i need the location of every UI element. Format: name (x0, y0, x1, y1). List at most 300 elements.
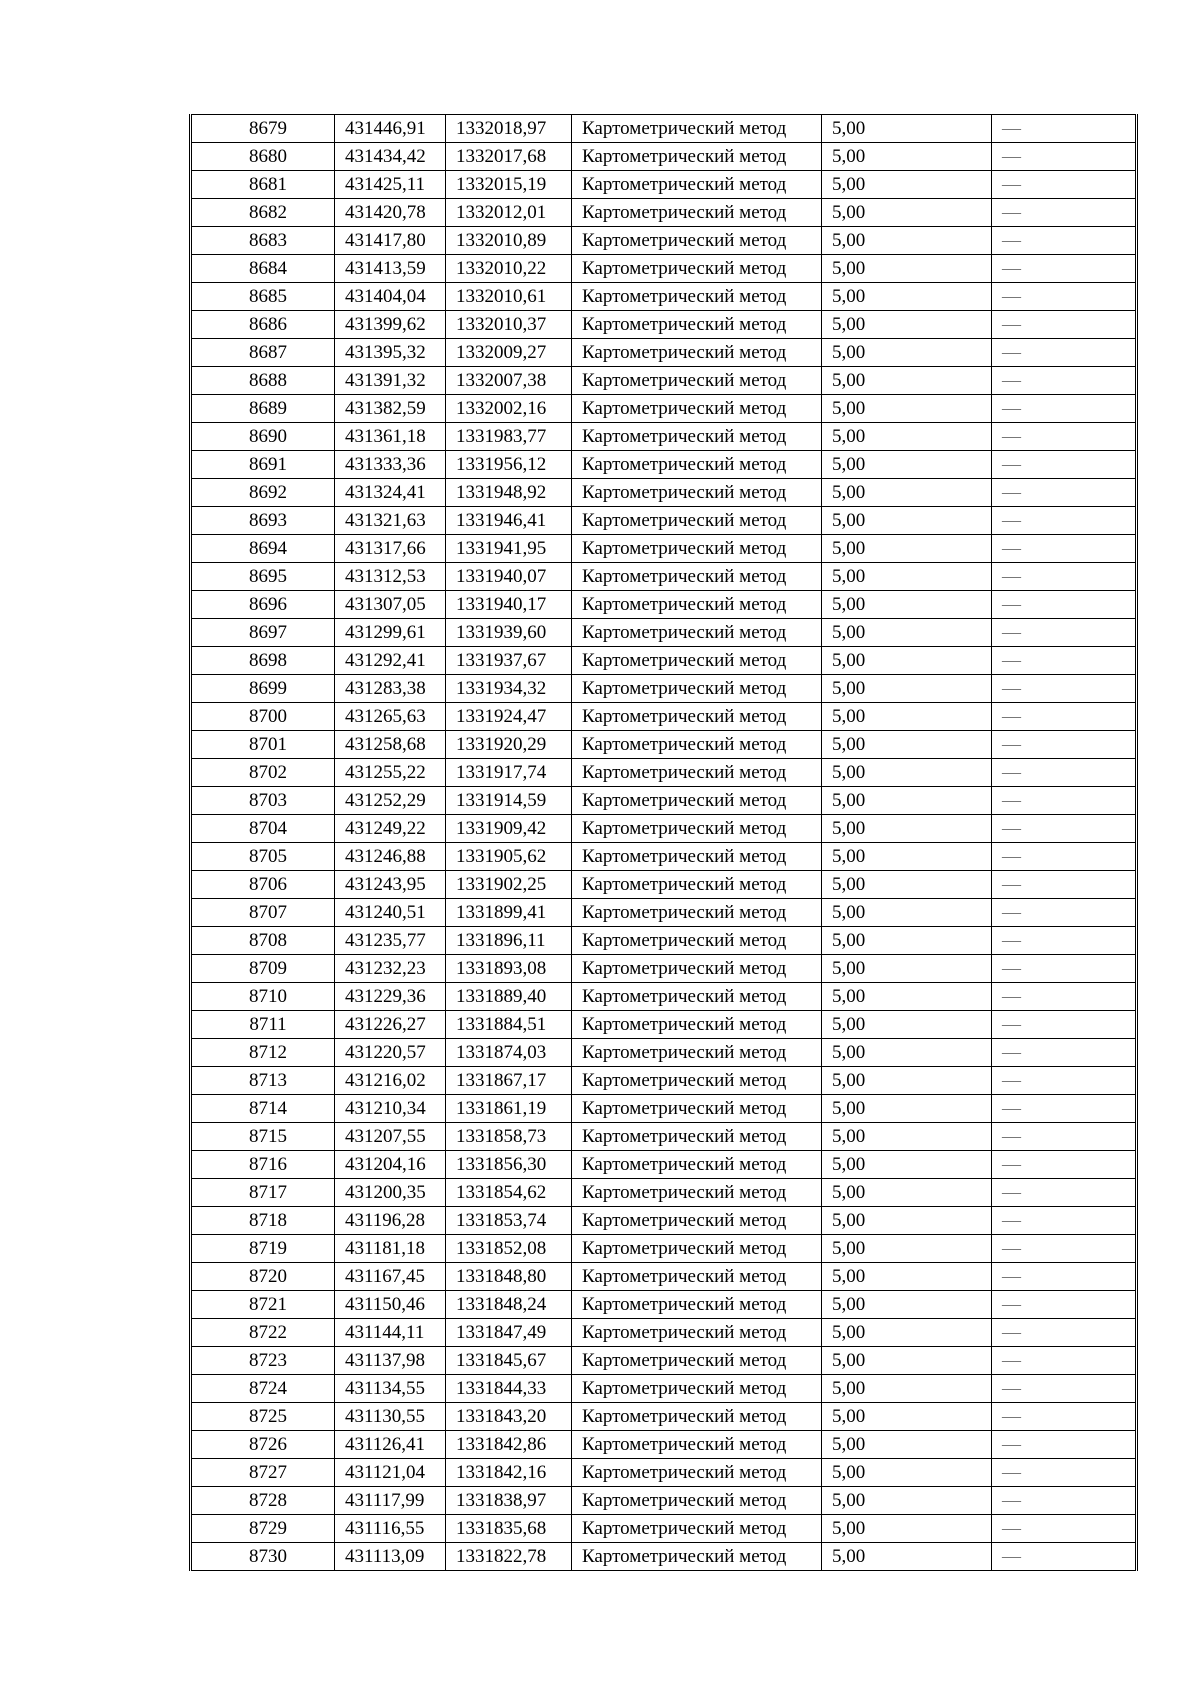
accuracy-cell: 5,00 (822, 1515, 992, 1543)
y-coordinate-cell: 1331835,68 (446, 1515, 572, 1543)
accuracy-cell: 5,00 (822, 1039, 992, 1067)
accuracy-cell: 5,00 (822, 1123, 992, 1151)
accuracy-cell: 5,00 (822, 507, 992, 535)
method-cell: Картометрический метод (572, 843, 822, 871)
x-coordinate-cell: 431216,02 (335, 1067, 446, 1095)
y-coordinate-cell: 1331893,08 (446, 955, 572, 983)
x-coordinate-cell: 431395,32 (335, 339, 446, 367)
point-number-cell: 8710 (191, 983, 335, 1011)
table-row (191, 1039, 1137, 1067)
point-number-cell: 8725 (191, 1403, 335, 1431)
y-coordinate-cell: 1332009,27 (446, 339, 572, 367)
accuracy-cell: 5,00 (822, 703, 992, 731)
method-cell: Картометрический метод (572, 1179, 822, 1207)
note-cell: — (992, 311, 1137, 339)
x-coordinate-cell: 431446,91 (335, 115, 446, 143)
accuracy-cell: 5,00 (822, 1347, 992, 1375)
method-cell: Картометрический метод (572, 1039, 822, 1067)
table-row (191, 871, 1137, 899)
x-coordinate-cell: 431258,68 (335, 731, 446, 759)
method-cell: Картометрический метод (572, 1011, 822, 1039)
table-row (191, 1431, 1137, 1459)
point-number-cell: 8694 (191, 535, 335, 563)
method-cell: Картометрический метод (572, 367, 822, 395)
table-row (191, 171, 1137, 199)
accuracy-cell: 5,00 (822, 311, 992, 339)
table-row (191, 1459, 1137, 1487)
x-coordinate-cell: 431413,59 (335, 255, 446, 283)
accuracy-cell: 5,00 (822, 591, 992, 619)
y-coordinate-cell: 1331822,78 (446, 1543, 572, 1571)
accuracy-cell: 5,00 (822, 647, 992, 675)
y-coordinate-cell: 1332002,16 (446, 395, 572, 423)
note-cell: — (992, 283, 1137, 311)
y-coordinate-cell: 1331917,74 (446, 759, 572, 787)
note-cell: — (992, 1263, 1137, 1291)
method-cell: Картометрический метод (572, 815, 822, 843)
note-cell: — (992, 1151, 1137, 1179)
note-cell: — (992, 731, 1137, 759)
point-number-cell: 8715 (191, 1123, 335, 1151)
table-row (191, 1543, 1137, 1571)
table-row (191, 507, 1137, 535)
accuracy-cell: 5,00 (822, 143, 992, 171)
table-row (191, 1375, 1137, 1403)
note-cell: — (992, 115, 1137, 143)
method-cell: Картометрический метод (572, 283, 822, 311)
accuracy-cell: 5,00 (822, 1431, 992, 1459)
x-coordinate-cell: 431144,11 (335, 1319, 446, 1347)
table-row (191, 1291, 1137, 1319)
x-coordinate-cell: 431317,66 (335, 535, 446, 563)
x-coordinate-cell: 431333,36 (335, 451, 446, 479)
point-number-cell: 8709 (191, 955, 335, 983)
table-row (191, 731, 1137, 759)
y-coordinate-cell: 1331867,17 (446, 1067, 572, 1095)
note-cell: — (992, 199, 1137, 227)
note-cell: — (992, 843, 1137, 871)
accuracy-cell: 5,00 (822, 1291, 992, 1319)
accuracy-cell: 5,00 (822, 675, 992, 703)
accuracy-cell: 5,00 (822, 227, 992, 255)
x-coordinate-cell: 431226,27 (335, 1011, 446, 1039)
y-coordinate-cell: 1331856,30 (446, 1151, 572, 1179)
point-number-cell: 8699 (191, 675, 335, 703)
table-row (191, 115, 1137, 143)
note-cell: — (992, 1011, 1137, 1039)
note-cell: — (992, 871, 1137, 899)
y-coordinate-cell: 1332017,68 (446, 143, 572, 171)
method-cell: Картометрический метод (572, 1375, 822, 1403)
point-number-cell: 8716 (191, 1151, 335, 1179)
point-number-cell: 8708 (191, 927, 335, 955)
accuracy-cell: 5,00 (822, 1319, 992, 1347)
note-cell: — (992, 1515, 1137, 1543)
accuracy-cell: 5,00 (822, 171, 992, 199)
x-coordinate-cell: 431116,55 (335, 1515, 446, 1543)
table-row (191, 759, 1137, 787)
method-cell: Картометрический метод (572, 1431, 822, 1459)
note-cell: — (992, 535, 1137, 563)
point-number-cell: 8690 (191, 423, 335, 451)
table-row (191, 675, 1137, 703)
method-cell: Картометрический метод (572, 311, 822, 339)
x-coordinate-cell: 431167,45 (335, 1263, 446, 1291)
point-number-cell: 8697 (191, 619, 335, 647)
table-row (191, 1319, 1137, 1347)
point-number-cell: 8693 (191, 507, 335, 535)
note-cell: — (992, 563, 1137, 591)
accuracy-cell: 5,00 (822, 423, 992, 451)
x-coordinate-cell: 431121,04 (335, 1459, 446, 1487)
x-coordinate-cell: 431283,38 (335, 675, 446, 703)
x-coordinate-cell: 431324,41 (335, 479, 446, 507)
method-cell: Картометрический метод (572, 1207, 822, 1235)
point-number-cell: 8688 (191, 367, 335, 395)
y-coordinate-cell: 1332010,61 (446, 283, 572, 311)
method-cell: Картометрический метод (572, 1543, 822, 1571)
table-row (191, 1151, 1137, 1179)
table-row (191, 423, 1137, 451)
table-row (191, 591, 1137, 619)
method-cell: Картометрический метод (572, 983, 822, 1011)
method-cell: Картометрический метод (572, 647, 822, 675)
point-number-cell: 8685 (191, 283, 335, 311)
table-row (191, 1347, 1137, 1375)
note-cell: — (992, 1459, 1137, 1487)
method-cell: Картометрический метод (572, 759, 822, 787)
note-cell: — (992, 1487, 1137, 1515)
point-number-cell: 8726 (191, 1431, 335, 1459)
y-coordinate-cell: 1331937,67 (446, 647, 572, 675)
x-coordinate-cell: 431207,55 (335, 1123, 446, 1151)
point-number-cell: 8712 (191, 1039, 335, 1067)
point-number-cell: 8686 (191, 311, 335, 339)
note-cell: — (992, 1319, 1137, 1347)
y-coordinate-cell: 1331848,24 (446, 1291, 572, 1319)
x-coordinate-cell: 431382,59 (335, 395, 446, 423)
x-coordinate-cell: 431249,22 (335, 815, 446, 843)
point-number-cell: 8706 (191, 871, 335, 899)
accuracy-cell: 5,00 (822, 1263, 992, 1291)
method-cell: Картометрический метод (572, 395, 822, 423)
note-cell: — (992, 787, 1137, 815)
y-coordinate-cell: 1331896,11 (446, 927, 572, 955)
table-row (191, 339, 1137, 367)
y-coordinate-cell: 1331854,62 (446, 1179, 572, 1207)
x-coordinate-cell: 431137,98 (335, 1347, 446, 1375)
y-coordinate-cell: 1331934,32 (446, 675, 572, 703)
y-coordinate-cell: 1332012,01 (446, 199, 572, 227)
note-cell: — (992, 227, 1137, 255)
x-coordinate-cell: 431361,18 (335, 423, 446, 451)
accuracy-cell: 5,00 (822, 255, 992, 283)
point-number-cell: 8727 (191, 1459, 335, 1487)
y-coordinate-cell: 1331858,73 (446, 1123, 572, 1151)
document-page (189, 114, 1138, 1571)
accuracy-cell: 5,00 (822, 1375, 992, 1403)
note-cell: — (992, 983, 1137, 1011)
table-row (191, 199, 1137, 227)
accuracy-cell: 5,00 (822, 395, 992, 423)
y-coordinate-cell: 1332015,19 (446, 171, 572, 199)
y-coordinate-cell: 1331838,97 (446, 1487, 572, 1515)
point-number-cell: 8681 (191, 171, 335, 199)
y-coordinate-cell: 1331842,86 (446, 1431, 572, 1459)
point-number-cell: 8703 (191, 787, 335, 815)
note-cell: — (992, 675, 1137, 703)
accuracy-cell: 5,00 (822, 115, 992, 143)
method-cell: Картометрический метод (572, 899, 822, 927)
method-cell: Картометрический метод (572, 731, 822, 759)
y-coordinate-cell: 1331848,80 (446, 1263, 572, 1291)
x-coordinate-cell: 431229,36 (335, 983, 446, 1011)
point-number-cell: 8721 (191, 1291, 335, 1319)
x-coordinate-cell: 431391,32 (335, 367, 446, 395)
point-number-cell: 8718 (191, 1207, 335, 1235)
y-coordinate-cell: 1331842,16 (446, 1459, 572, 1487)
table-row (191, 1403, 1137, 1431)
point-number-cell: 8698 (191, 647, 335, 675)
accuracy-cell: 5,00 (822, 759, 992, 787)
table-row (191, 1179, 1137, 1207)
x-coordinate-cell: 431200,35 (335, 1179, 446, 1207)
accuracy-cell: 5,00 (822, 1487, 992, 1515)
y-coordinate-cell: 1331940,17 (446, 591, 572, 619)
method-cell: Картометрический метод (572, 171, 822, 199)
point-number-cell: 8705 (191, 843, 335, 871)
x-coordinate-cell: 431252,29 (335, 787, 446, 815)
method-cell: Картометрический метод (572, 1403, 822, 1431)
x-coordinate-cell: 431420,78 (335, 199, 446, 227)
note-cell: — (992, 1291, 1137, 1319)
y-coordinate-cell: 1332010,37 (446, 311, 572, 339)
accuracy-cell: 5,00 (822, 563, 992, 591)
accuracy-cell: 5,00 (822, 1095, 992, 1123)
method-cell: Картометрический метод (572, 1263, 822, 1291)
x-coordinate-cell: 431220,57 (335, 1039, 446, 1067)
accuracy-cell: 5,00 (822, 1151, 992, 1179)
accuracy-cell: 5,00 (822, 1235, 992, 1263)
note-cell: — (992, 1431, 1137, 1459)
x-coordinate-cell: 431126,41 (335, 1431, 446, 1459)
table-row (191, 955, 1137, 983)
y-coordinate-cell: 1331914,59 (446, 787, 572, 815)
y-coordinate-cell: 1331941,95 (446, 535, 572, 563)
point-number-cell: 8700 (191, 703, 335, 731)
method-cell: Картометрический метод (572, 1151, 822, 1179)
point-number-cell: 8696 (191, 591, 335, 619)
method-cell: Картометрический метод (572, 423, 822, 451)
table-row (191, 815, 1137, 843)
accuracy-cell: 5,00 (822, 1459, 992, 1487)
table-row (191, 619, 1137, 647)
accuracy-cell: 5,00 (822, 367, 992, 395)
point-number-cell: 8707 (191, 899, 335, 927)
method-cell: Картометрический метод (572, 339, 822, 367)
note-cell: — (992, 703, 1137, 731)
y-coordinate-cell: 1331884,51 (446, 1011, 572, 1039)
method-cell: Картометрический метод (572, 451, 822, 479)
y-coordinate-cell: 1331939,60 (446, 619, 572, 647)
note-cell: — (992, 255, 1137, 283)
x-coordinate-cell: 431150,46 (335, 1291, 446, 1319)
x-coordinate-cell: 431204,16 (335, 1151, 446, 1179)
accuracy-cell: 5,00 (822, 283, 992, 311)
accuracy-cell: 5,00 (822, 899, 992, 927)
point-number-cell: 8722 (191, 1319, 335, 1347)
method-cell: Картометрический метод (572, 563, 822, 591)
y-coordinate-cell: 1331905,62 (446, 843, 572, 871)
table-row (191, 1515, 1137, 1543)
point-number-cell: 8730 (191, 1543, 335, 1571)
point-number-cell: 8702 (191, 759, 335, 787)
method-cell: Картометрический метод (572, 619, 822, 647)
table-row (191, 927, 1137, 955)
table-row (191, 1487, 1137, 1515)
table-row (191, 563, 1137, 591)
x-coordinate-cell: 431255,22 (335, 759, 446, 787)
table-row (191, 787, 1137, 815)
y-coordinate-cell: 1331889,40 (446, 983, 572, 1011)
note-cell: — (992, 955, 1137, 983)
method-cell: Картометрический метод (572, 115, 822, 143)
y-coordinate-cell: 1331874,03 (446, 1039, 572, 1067)
y-coordinate-cell: 1331852,08 (446, 1235, 572, 1263)
y-coordinate-cell: 1331924,47 (446, 703, 572, 731)
accuracy-cell: 5,00 (822, 1179, 992, 1207)
accuracy-cell: 5,00 (822, 1011, 992, 1039)
accuracy-cell: 5,00 (822, 787, 992, 815)
method-cell: Картометрический метод (572, 1067, 822, 1095)
note-cell: — (992, 1123, 1137, 1151)
method-cell: Картометрический метод (572, 675, 822, 703)
x-coordinate-cell: 431130,55 (335, 1403, 446, 1431)
x-coordinate-cell: 431113,09 (335, 1543, 446, 1571)
y-coordinate-cell: 1331909,42 (446, 815, 572, 843)
note-cell: — (992, 1235, 1137, 1263)
point-number-cell: 8717 (191, 1179, 335, 1207)
table-row (191, 143, 1137, 171)
y-coordinate-cell: 1332010,89 (446, 227, 572, 255)
x-coordinate-cell: 431235,77 (335, 927, 446, 955)
note-cell: — (992, 1375, 1137, 1403)
method-cell: Картометрический метод (572, 143, 822, 171)
accuracy-cell: 5,00 (822, 619, 992, 647)
point-number-cell: 8704 (191, 815, 335, 843)
y-coordinate-cell: 1331843,20 (446, 1403, 572, 1431)
table-row (191, 367, 1137, 395)
point-number-cell: 8723 (191, 1347, 335, 1375)
x-coordinate-cell: 431425,11 (335, 171, 446, 199)
method-cell: Картометрический метод (572, 1459, 822, 1487)
y-coordinate-cell: 1331899,41 (446, 899, 572, 927)
table-row (191, 395, 1137, 423)
method-cell: Картометрический метод (572, 1319, 822, 1347)
accuracy-cell: 5,00 (822, 871, 992, 899)
accuracy-cell: 5,00 (822, 815, 992, 843)
x-coordinate-cell: 431307,05 (335, 591, 446, 619)
table-row (191, 1235, 1137, 1263)
method-cell: Картометрический метод (572, 703, 822, 731)
method-cell: Картометрический метод (572, 1095, 822, 1123)
accuracy-cell: 5,00 (822, 1067, 992, 1095)
method-cell: Картометрический метод (572, 1347, 822, 1375)
point-number-cell: 8689 (191, 395, 335, 423)
point-number-cell: 8714 (191, 1095, 335, 1123)
method-cell: Картометрический метод (572, 927, 822, 955)
method-cell: Картометрический метод (572, 1291, 822, 1319)
y-coordinate-cell: 1331983,77 (446, 423, 572, 451)
point-number-cell: 8728 (191, 1487, 335, 1515)
accuracy-cell: 5,00 (822, 339, 992, 367)
accuracy-cell: 5,00 (822, 843, 992, 871)
y-coordinate-cell: 1331902,25 (446, 871, 572, 899)
x-coordinate-cell: 431232,23 (335, 955, 446, 983)
note-cell: — (992, 591, 1137, 619)
point-number-cell: 8692 (191, 479, 335, 507)
point-number-cell: 8687 (191, 339, 335, 367)
y-coordinate-cell: 1331956,12 (446, 451, 572, 479)
x-coordinate-cell: 431404,04 (335, 283, 446, 311)
table-row (191, 1095, 1137, 1123)
note-cell: — (992, 507, 1137, 535)
x-coordinate-cell: 431265,63 (335, 703, 446, 731)
note-cell: — (992, 1067, 1137, 1095)
note-cell: — (992, 1403, 1137, 1431)
note-cell: — (992, 395, 1137, 423)
accuracy-cell: 5,00 (822, 479, 992, 507)
y-coordinate-cell: 1331845,67 (446, 1347, 572, 1375)
table-row (191, 843, 1137, 871)
note-cell: — (992, 1543, 1137, 1571)
x-coordinate-cell: 431196,28 (335, 1207, 446, 1235)
point-number-cell: 8711 (191, 1011, 335, 1039)
x-coordinate-cell: 431243,95 (335, 871, 446, 899)
method-cell: Картометрический метод (572, 591, 822, 619)
x-coordinate-cell: 431434,42 (335, 143, 446, 171)
x-coordinate-cell: 431240,51 (335, 899, 446, 927)
point-number-cell: 8691 (191, 451, 335, 479)
note-cell: — (992, 759, 1137, 787)
method-cell: Картометрический метод (572, 1487, 822, 1515)
accuracy-cell: 5,00 (822, 731, 992, 759)
point-number-cell: 8720 (191, 1263, 335, 1291)
note-cell: — (992, 647, 1137, 675)
accuracy-cell: 5,00 (822, 199, 992, 227)
y-coordinate-cell: 1331853,74 (446, 1207, 572, 1235)
y-coordinate-cell: 1331946,41 (446, 507, 572, 535)
note-cell: — (992, 1095, 1137, 1123)
point-number-cell: 8684 (191, 255, 335, 283)
coordinates-table-body (191, 115, 1137, 1571)
y-coordinate-cell: 1332018,97 (446, 115, 572, 143)
table-row (191, 535, 1137, 563)
note-cell: — (992, 1207, 1137, 1235)
table-row (191, 311, 1137, 339)
x-coordinate-cell: 431312,53 (335, 563, 446, 591)
accuracy-cell: 5,00 (822, 451, 992, 479)
point-number-cell: 8682 (191, 199, 335, 227)
accuracy-cell: 5,00 (822, 535, 992, 563)
method-cell: Картометрический метод (572, 955, 822, 983)
table-row (191, 283, 1137, 311)
method-cell: Картометрический метод (572, 1235, 822, 1263)
accuracy-cell: 5,00 (822, 955, 992, 983)
x-coordinate-cell: 431417,80 (335, 227, 446, 255)
table-row (191, 479, 1137, 507)
table-row (191, 227, 1137, 255)
